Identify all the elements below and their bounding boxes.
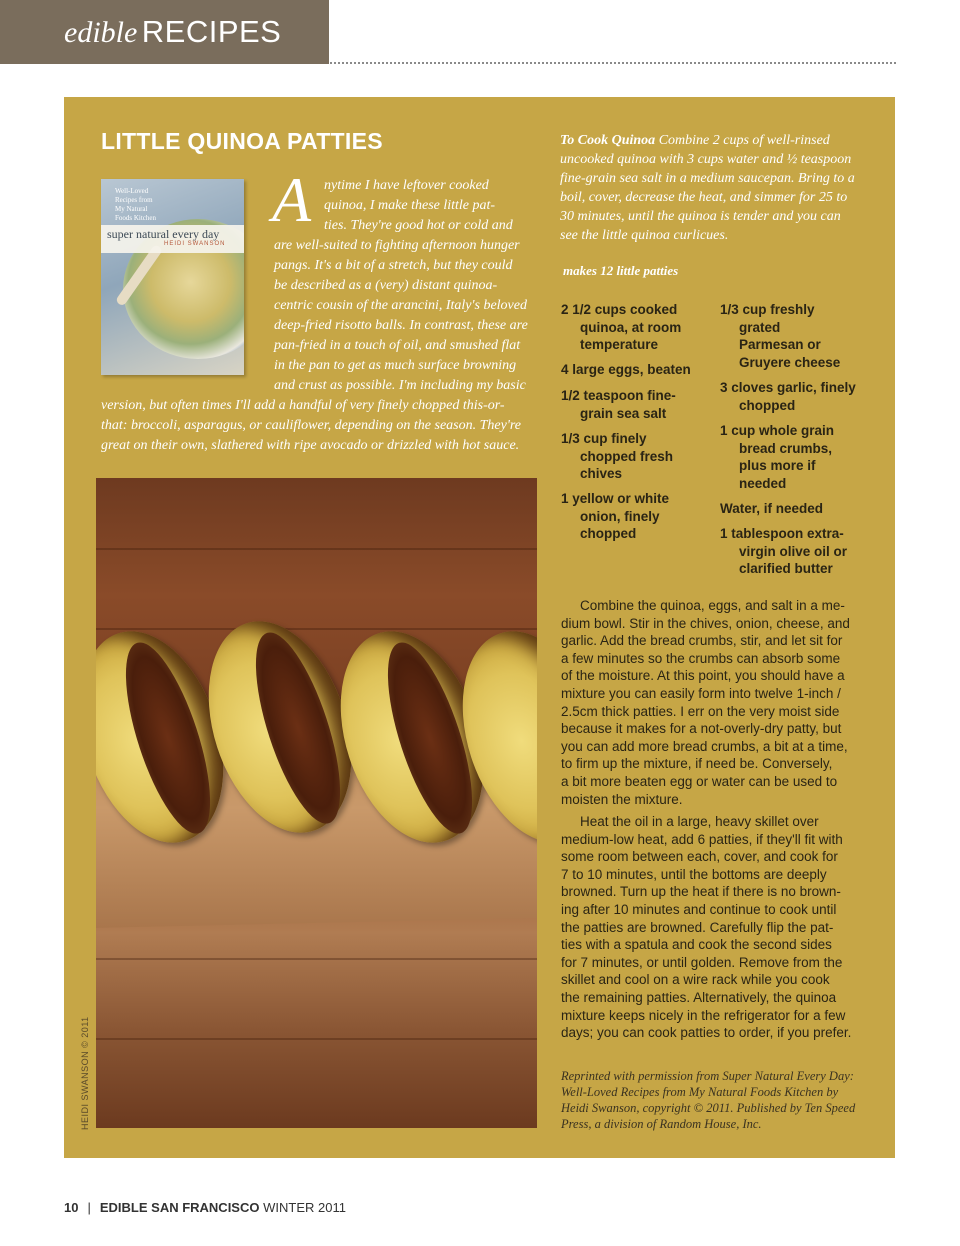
to-cook-line: Combine 2 cups of well-rinsed bbox=[655, 133, 830, 148]
ingredient-line: grated bbox=[739, 319, 781, 335]
ingredient-line: chives bbox=[580, 466, 623, 481]
credit-line: Heidi Swanson, copyright © 2011. Published by Ten Speed bbox=[561, 1101, 856, 1115]
method-line: ties with a spatula and cook the second sides bbox=[561, 937, 832, 953]
method-line: browned. Turn up the heat if there is no brown- bbox=[561, 884, 841, 900]
ingredient-line: quinoa, at room bbox=[580, 319, 682, 335]
ingredient-item bbox=[720, 525, 847, 578]
book-tagline-line: Recipes from bbox=[115, 196, 153, 204]
to-cook-line: 30 minutes, until the quinoa is tender and you can bbox=[560, 209, 841, 224]
method-line: because it makes for a not-overly-dry patty, but bbox=[561, 721, 842, 737]
intro-line: in the pan to get as much surface browning bbox=[274, 358, 517, 373]
method-line: 7 to 10 minutes, until the bottoms are deeply bbox=[561, 866, 827, 882]
method-line: days; you can cook patties to order, if you prefer. bbox=[561, 1025, 852, 1041]
header-brand: edible bbox=[64, 16, 138, 49]
ingredient-item bbox=[720, 500, 823, 518]
book-tagline-line: Well-Loved bbox=[115, 187, 149, 195]
intro-line: and crust as possible. I'm including my basic bbox=[274, 378, 526, 393]
ingredient-line: bread crumbs, bbox=[739, 440, 833, 456]
ingredient-line: 1/3 cup finely bbox=[561, 431, 647, 446]
to-cook-line: fine-grain sea salt in a medium saucepan. Bring to a bbox=[560, 171, 855, 186]
method-line: dium bowl. Stir in the chives, onion, cheese, and bbox=[561, 615, 850, 631]
method-paragraph-1 bbox=[561, 597, 861, 808]
to-cook-lead: To Cook Quinoa bbox=[560, 133, 656, 148]
intro-line: pangs. It's a bit of a stretch, but they could bbox=[274, 258, 513, 273]
to-cook-line: see the little quinoa curlicues. bbox=[560, 228, 729, 243]
book-cover-image bbox=[101, 179, 244, 375]
method-line: ing after 10 minutes and continue to cook until bbox=[561, 901, 837, 917]
page-footer bbox=[64, 1200, 346, 1215]
ingredient-item bbox=[561, 490, 669, 543]
ingredient-line: chopped bbox=[739, 397, 796, 413]
wood-grain bbox=[96, 958, 537, 960]
ingredient-item bbox=[561, 301, 681, 354]
to-cook-line: uncooked quinoa with 3 cups water and ½ teaspoon bbox=[560, 152, 852, 167]
ingredient-line: grain sea salt bbox=[580, 405, 667, 421]
ingredient-line: Water, if needed bbox=[720, 501, 824, 516]
ingredient-item bbox=[720, 301, 840, 371]
intro-line: centric cousin of the arancini, Italy's beloved bbox=[274, 298, 527, 313]
method-line: skillet and cool on a wire rack while you cook bbox=[561, 972, 830, 988]
method-line: the remaining patties. Alternatively, the quinoa bbox=[561, 989, 837, 1005]
ingredient-line: 2 1/2 cups cooked bbox=[561, 302, 678, 317]
wood-grain bbox=[96, 1038, 537, 1040]
method-line: Combine the quinoa, eggs, and salt in a me- bbox=[580, 598, 845, 613]
ingredient-line: temperature bbox=[580, 337, 659, 352]
header-section: RECIPES bbox=[141, 14, 282, 49]
ingredient-item bbox=[561, 387, 676, 422]
photo-credit: HEIDI SWANSON © 2011 bbox=[80, 1016, 90, 1130]
intro-line: version, but often times I'll add a handful of very finely chopped this-or- bbox=[101, 398, 505, 413]
ingredient-item bbox=[561, 430, 673, 483]
method-line: mixture you can easily form into twelve 1-inch / bbox=[561, 685, 841, 701]
book-cover-author: HEIDI SWANSON bbox=[164, 241, 226, 247]
ingredient-line: needed bbox=[739, 475, 787, 491]
ingredient-line: Gruyere cheese bbox=[739, 354, 841, 370]
intro-line: quinoa, I make these little pat- bbox=[324, 198, 496, 213]
intro-line: be described as a (very) distant quinoa- bbox=[274, 278, 498, 293]
method-line: for 7 minutes, or until golden. Remove from the bbox=[561, 954, 843, 970]
method-line: a few minutes so the crumbs can absorb some bbox=[561, 650, 841, 666]
method-line: Heat the oil in a large, heavy skillet over bbox=[580, 814, 819, 829]
ingredient-item bbox=[720, 379, 856, 414]
method-line: some room between each, cover, and cook for bbox=[561, 849, 838, 865]
magazine-name: EDIBLE SAN FRANCISCO bbox=[99, 1200, 260, 1215]
ingredient-line: 1/3 cup freshly bbox=[720, 302, 815, 317]
reprint-credit bbox=[561, 1068, 855, 1132]
ingredient-line: 4 large eggs, beaten bbox=[561, 362, 691, 377]
ingredient-line: Parmesan or bbox=[739, 337, 821, 352]
method-line: you can add more bread crumbs, a bit at a time, bbox=[561, 738, 848, 754]
method-line: to firm up the mixture, if need be. Conversely, bbox=[561, 756, 833, 772]
intro-line: are well-suited to fighting afternoon hunger bbox=[274, 238, 520, 253]
intro-line: that: broccoli, asparagus, or cauliflower, depending on the season. They're bbox=[101, 418, 521, 433]
method-line: garlic. Add the bread crumbs, stir, and let sit for bbox=[561, 633, 843, 649]
issue-label: WINTER 2011 bbox=[263, 1200, 346, 1215]
ingredient-line: 1 cup whole grain bbox=[720, 423, 835, 438]
quinoa-patties-photo bbox=[96, 478, 537, 1128]
credit-line: Reprinted with permission from Super Natural Every Day: bbox=[561, 1069, 854, 1083]
method-line: a bit more beaten egg or water can be used to bbox=[561, 773, 838, 789]
recipe-yield: makes 12 little patties bbox=[563, 263, 679, 278]
footer-separator: | bbox=[87, 1200, 91, 1215]
method-line: the patties are browned. Carefully flip the pat- bbox=[561, 919, 834, 935]
ingredient-item bbox=[561, 361, 691, 379]
ingredient-line: chopped fresh bbox=[580, 448, 674, 464]
page-number: 10 bbox=[64, 1200, 79, 1215]
ingredient-line: clarified butter bbox=[739, 561, 833, 576]
ingredient-line: 1 tablespoon extra- bbox=[720, 526, 844, 541]
ingredient-line: 1/2 teaspoon fine- bbox=[561, 388, 676, 403]
method-line: moisten the mixture. bbox=[561, 791, 683, 807]
method-line: medium-low heat, add 6 patties, if they'll fit with bbox=[561, 831, 843, 847]
header-dotted-rule bbox=[330, 62, 896, 64]
wood-grain bbox=[96, 548, 537, 550]
method-line: 2.5cm thick patties. I err on the very moist side bbox=[561, 703, 840, 719]
book-tagline-line: Foods Kitchen bbox=[115, 214, 157, 222]
to-cook-line: boil, cover, decrease the heat, and simmer for 25 to bbox=[560, 190, 848, 205]
ingredient-line: 1 yellow or white bbox=[561, 491, 670, 506]
intro-line: pan-fried in a touch of oil, and smushed flat bbox=[274, 338, 521, 353]
to-cook-quinoa bbox=[560, 131, 880, 245]
credit-line: Well-Loved Recipes from My Natural Foods Kitchen by bbox=[561, 1085, 839, 1099]
book-tagline-line: My Natural bbox=[115, 205, 148, 213]
section-header bbox=[64, 14, 281, 50]
ingredient-line: plus more if bbox=[739, 458, 816, 473]
book-cover-title: super natural every day bbox=[107, 227, 220, 241]
ingredient-line: onion, finely bbox=[580, 508, 660, 524]
recipe-title: LITTLE QUINOA PATTIES bbox=[101, 128, 383, 154]
ingredient-line: chopped bbox=[580, 526, 637, 541]
method-paragraph-2 bbox=[561, 813, 861, 1042]
intro-line: nytime I have leftover cooked bbox=[324, 178, 489, 193]
intro-line: deep-fried risotto balls. In contrast, these are bbox=[274, 318, 528, 333]
intro-line: ties. They're good hot or cold and bbox=[324, 218, 513, 233]
intro-dropcap: A bbox=[272, 164, 312, 235]
method-line: of the moisture. At this point, you should have a bbox=[561, 668, 845, 684]
wood-grain bbox=[96, 628, 537, 630]
credit-line: Press, a division of Random House, Inc. bbox=[561, 1117, 762, 1131]
method-line: mixture keeps nicely in the refrigerator for a few bbox=[561, 1007, 846, 1023]
intro-line: great on their own, slathered with ripe avocado or drizzled with hot sauce. bbox=[101, 438, 520, 453]
ingredient-line: 3 cloves garlic, finely bbox=[720, 380, 856, 395]
ingredient-line: virgin olive oil or bbox=[739, 543, 848, 559]
ingredient-item bbox=[720, 422, 834, 492]
book-cover-tagline bbox=[115, 187, 175, 223]
